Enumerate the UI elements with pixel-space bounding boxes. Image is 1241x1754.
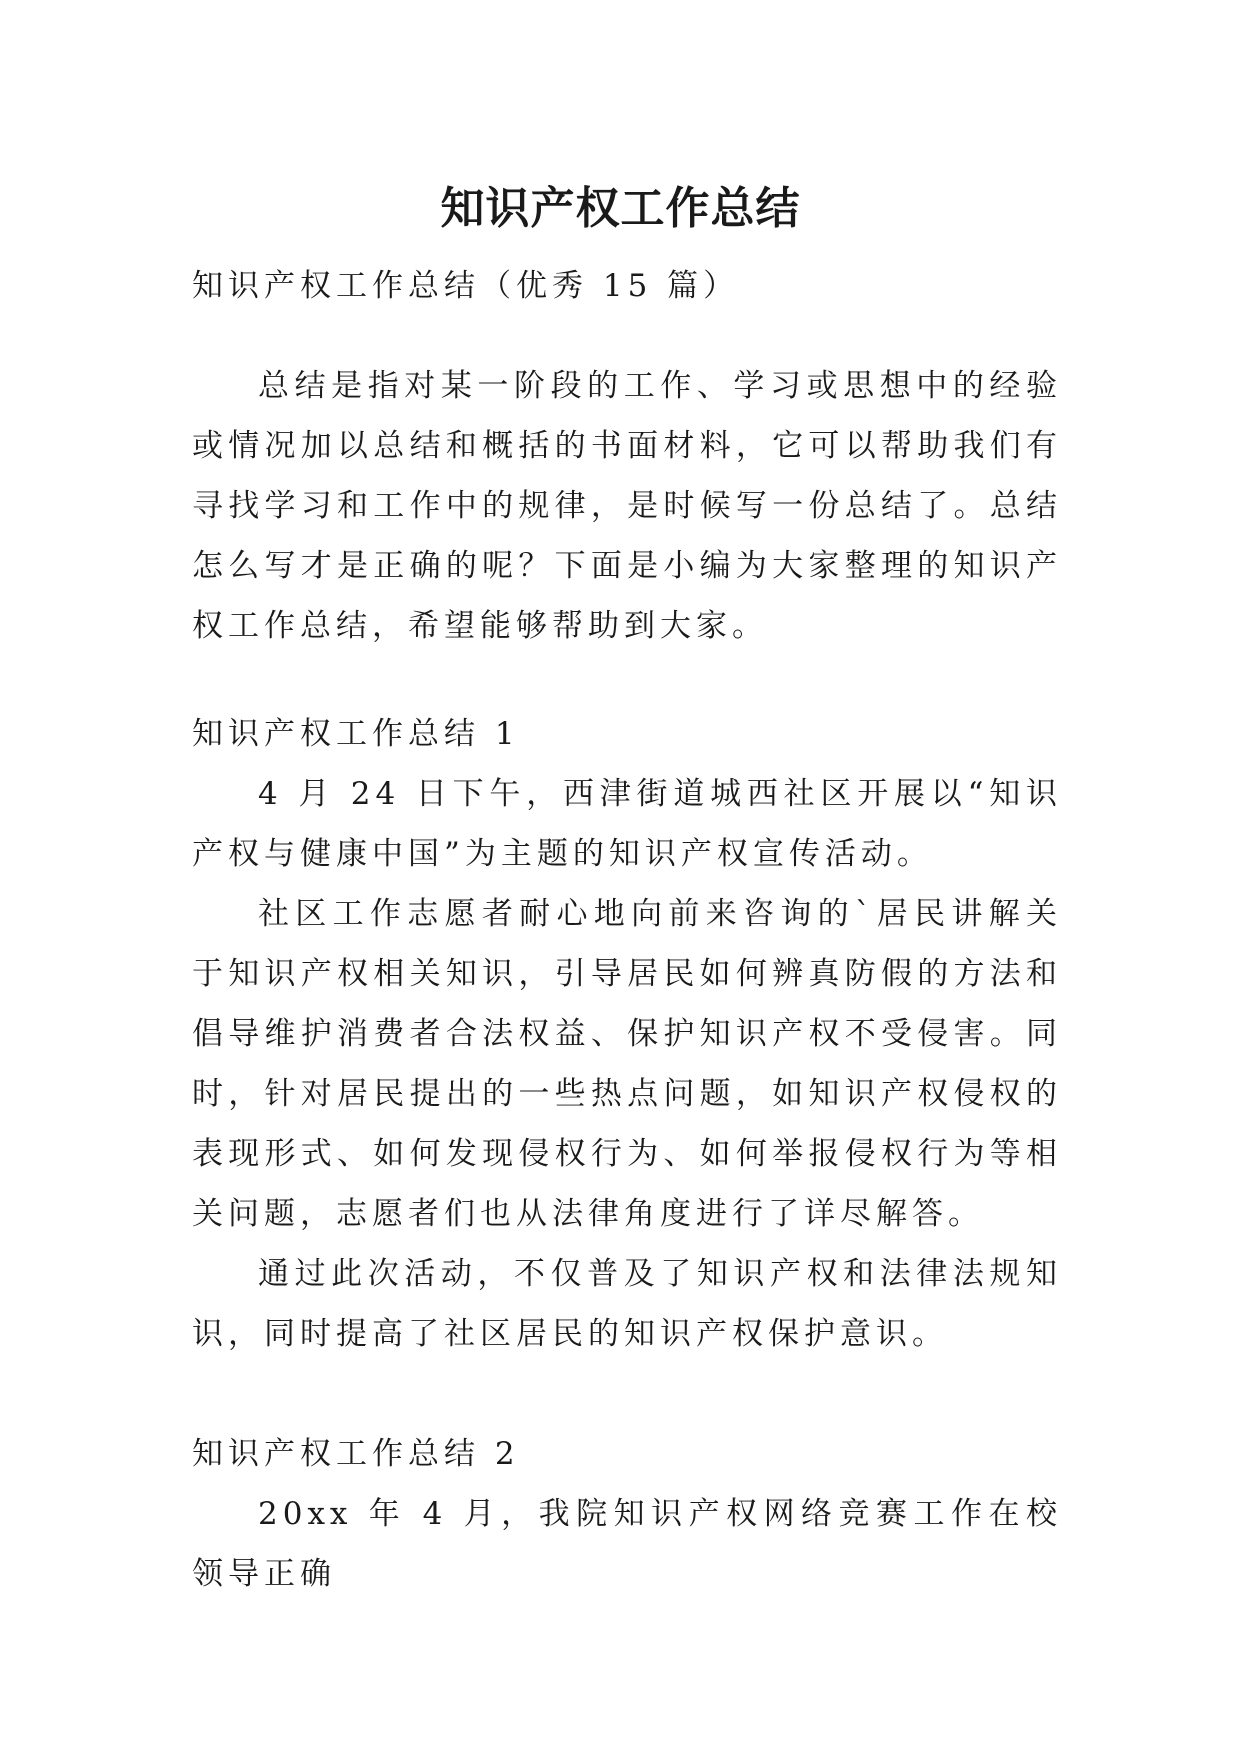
section-1-paragraph-3: 通过此次活动，不仅普及了知识产权和法律法规知识，同时提高了社区居民的知识产权保护意识。 bbox=[192, 1256, 1062, 1352]
section-1-paragraph-2: 社区工作志愿者耐心地向前来咨询的`居民讲解关于知识产权相关知识，引导居民如何辨真防假的方法和倡导维护消费者合法权益、保护知识产权不受侵害。同时，针对居民提出的一些热点问题，如知识产权侵权的表现形式、如何发现侵权行为、如何举报侵权行为等相关问题，志愿者们也从法律角度进行了详尽解答。 bbox=[192, 896, 1062, 1232]
intro-paragraph: 总结是指对某一阶段的工作、学习或思想中的经验或情况加以总结和概括的书面材料，它可以帮助我们有寻找学习和工作中的规律，是时候写一份总结了。总结怎么写才是正确的呢？下面是小编为大家整理的知识产权工作总结，希望能够帮助到大家。 bbox=[192, 368, 1062, 644]
document-subtitle: 知识产权工作总结（优秀 15 篇） bbox=[192, 268, 740, 304]
section-1-heading: 知识产权工作总结 1 bbox=[192, 716, 520, 752]
document-title: 知识产权工作总结 bbox=[440, 183, 801, 235]
section-2-paragraph-1: 20xx 年 4 月，我院知识产权网络竞赛工作在校领导正确 bbox=[192, 1496, 1062, 1592]
section-1-paragraph-1: 4 月 24 日下午，西津街道城西社区开展以“知识产权与健康中国”为主题的知识产权宣传活动。 bbox=[192, 776, 1062, 872]
section-2-heading: 知识产权工作总结 2 bbox=[192, 1436, 520, 1472]
